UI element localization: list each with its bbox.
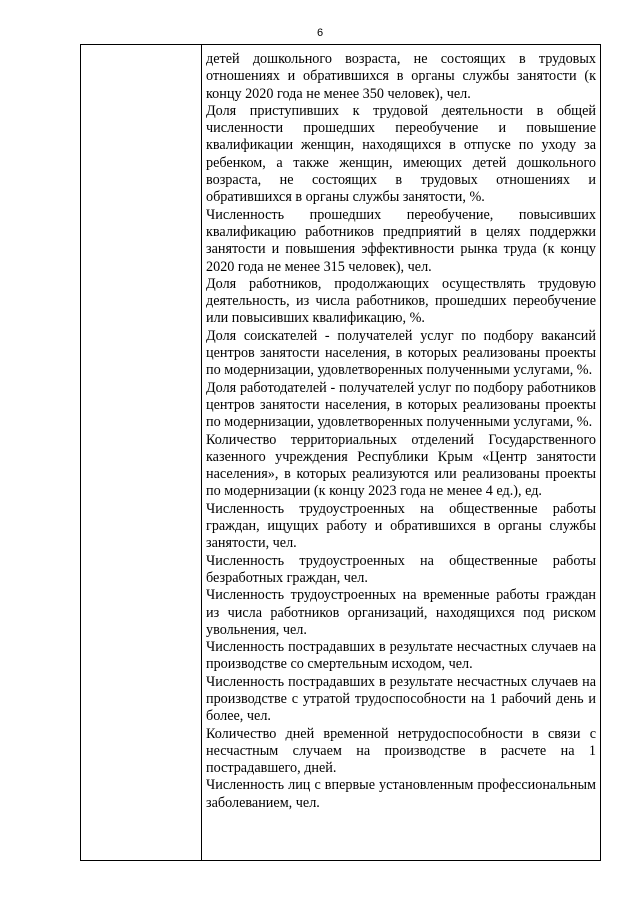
indicator-item: Численность трудоустроенных на общественные работы безработных граждан, чел. [206, 552, 596, 586]
indicator-item: Доля работников, продолжающих осуществлять трудовую деятельность, из числа работников, прошедших переобучение или повысивших квалификацию, %. [206, 275, 596, 327]
indicator-item: Доля приступивших к трудовой деятельности в общей численности прошедших переобучение и повышение квалификации женщин, находящихся в отпуске по уходу за ребенком, а также женщин, имеющих детей дошкольного возраста, не состоящих в трудовых отношениях и обратившихся в органы службы занятости, %. [206, 102, 596, 206]
indicator-item: Доля соискателей - получателей услуг по подбору вакансий центров занятости населения, в которых реализованы проекты по модернизации, удовлетворенных полученными услугами, %. [206, 327, 596, 379]
indicator-item: Численность прошедших переобучение, повысивших квалификацию работников предприятий в целях поддержки занятости и повышения эффективности рынка труда (к концу 2020 года не менее 315 человек), чел. [206, 206, 596, 275]
indicator-item: Количество территориальных отделений Государственного казенного учреждения Республики Крым «Центр занятости населения», в которых реализуются или реализованы проекты по модернизации (к концу 2023 года не менее 4 ед.), ед. [206, 431, 596, 500]
indicator-item: детей дошкольного возраста, не состоящих в трудовых отношениях и обратившихся в органы службы занятости (к концу 2020 года не менее 350 человек), чел. [206, 51, 596, 102]
page-number: 6 [316, 27, 324, 39]
indicator-item: Доля работодателей - получателей услуг по подбору работников центров занятости населения, в которых реализованы проекты по модернизации, удовлетворенных полученными услугами, %. [206, 379, 596, 431]
indicators-cell [206, 51, 596, 812]
indicator-item: Численность трудоустроенных на временные работы граждан из числа работников организаций, находящихся под риском увольнения, чел. [206, 587, 596, 638]
indicator-item: Количество дней временной нетрудоспособности в связи с несчастным случаем на производстве в расчете на 1 пострадавшего, дней. [206, 725, 596, 777]
column-divider [201, 45, 202, 860]
indicator-item: Численность лиц с впервые установленным профессиональным заболеванием, чел. [206, 777, 596, 811]
indicator-item: Численность пострадавших в результате несчастных случаев на производстве с утратой трудоспособности на 1 рабочий день и более, чел. [206, 673, 596, 725]
document-table [80, 44, 601, 861]
indicator-item: Численность пострадавших в результате несчастных случаев на производстве со смертельным исходом, чел. [206, 639, 596, 673]
indicator-item: Численность трудоустроенных на общественные работы граждан, ищущих работу и обратившихся в органы службы занятости, чел. [206, 500, 596, 552]
